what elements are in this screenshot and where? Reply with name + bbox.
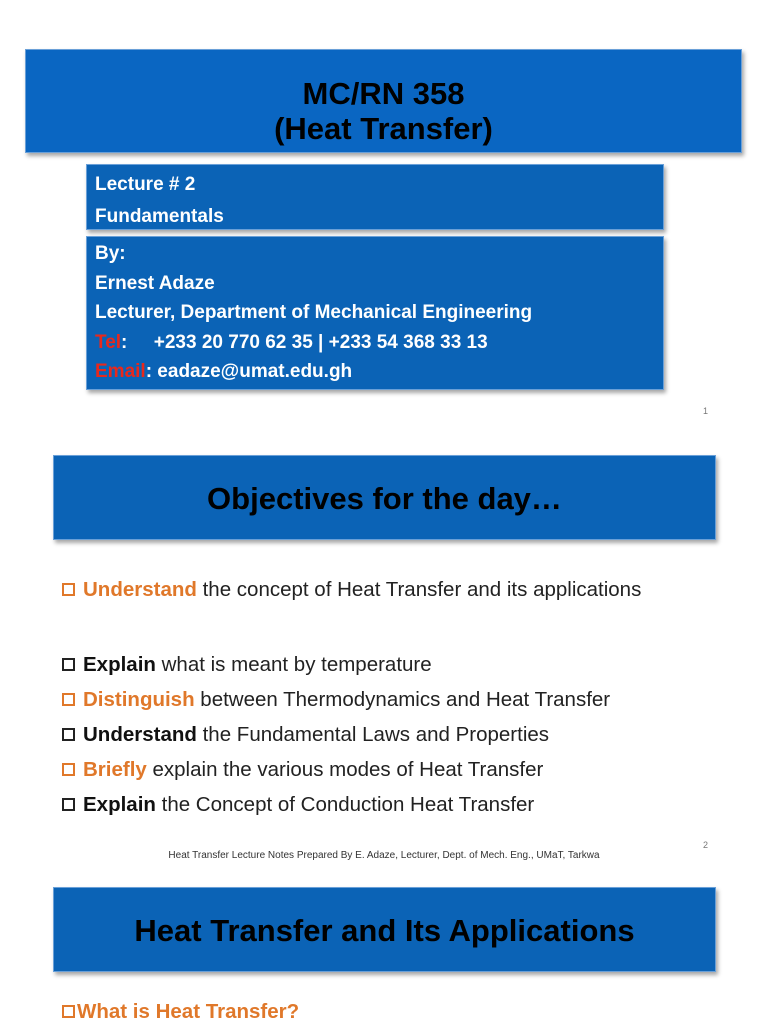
objective-keyword: Understand [83,578,197,601]
checkbox-bullet-icon [62,583,75,596]
author-name: Ernest Adaze [95,272,215,294]
author-position: Lecturer, Department of Mechanical Engineering [95,302,533,323]
checkbox-bullet-icon [62,658,75,671]
telephone-line [95,328,655,358]
course-code: MC/RN 358 [302,76,465,111]
author-info-box [86,236,664,390]
objective-item [62,791,722,818]
objective-text: the Fundamental Laws and Properties [196,723,550,746]
question-item [62,998,712,1025]
objective-keyword: Distinguish [83,688,195,711]
checkbox-bullet-icon [62,1005,75,1018]
objective-item [62,721,722,748]
tel-label: Tel [95,331,122,353]
page-number-1: 1 [703,406,709,416]
objective-item [62,576,710,603]
section-title: Heat Transfer and Its Applications [53,887,716,972]
objective-keyword: Explain [83,793,156,816]
email-value[interactable]: : eadaze@umat.edu.gh [145,361,353,382]
objective-text: what is meant by temperature [155,653,432,676]
objective-text: explain the various modes of Heat Transfer [146,758,544,781]
checkbox-bullet-icon [62,693,75,706]
objective-item [62,756,722,783]
page-number-2: 2 [703,840,709,850]
lecture-topic: Fundamentals [95,206,224,227]
objective-text: the concept of Heat Transfer and its applications [196,578,642,601]
course-name: (Heat Transfer) [274,111,493,146]
lecture-number: Lecture # 2 [95,174,196,195]
objective-text: between Thermodynamics and Heat Transfer [194,688,611,711]
objectives-title: Objectives for the day… [53,455,716,540]
checkbox-bullet-icon [62,728,75,741]
lecture-info-box [86,164,664,230]
objective-item [62,686,722,713]
question-text: What is Heat Transfer? [77,1000,300,1023]
objective-text: the Concept of Conduction Heat Transfer [155,793,535,816]
email-label: Email [95,361,146,382]
objective-keyword: Briefly [83,758,147,781]
checkbox-bullet-icon [62,798,75,811]
course-title-box [25,49,742,153]
email-line [95,357,655,387]
by-label: By: [95,243,126,264]
objective-item [62,651,722,678]
objective-keyword: Explain [83,653,156,676]
footer-note: Heat Transfer Lecture Notes Prepared By E. Adaze, Lecturer, Dept. of Mech. Eng., UMaT, Tarkwa [168,850,600,861]
objective-keyword: Understand [83,723,197,746]
tel-value: : +233 20 770 62 35 | +233 54 368 33 13 [121,331,488,353]
checkbox-bullet-icon [62,763,75,776]
